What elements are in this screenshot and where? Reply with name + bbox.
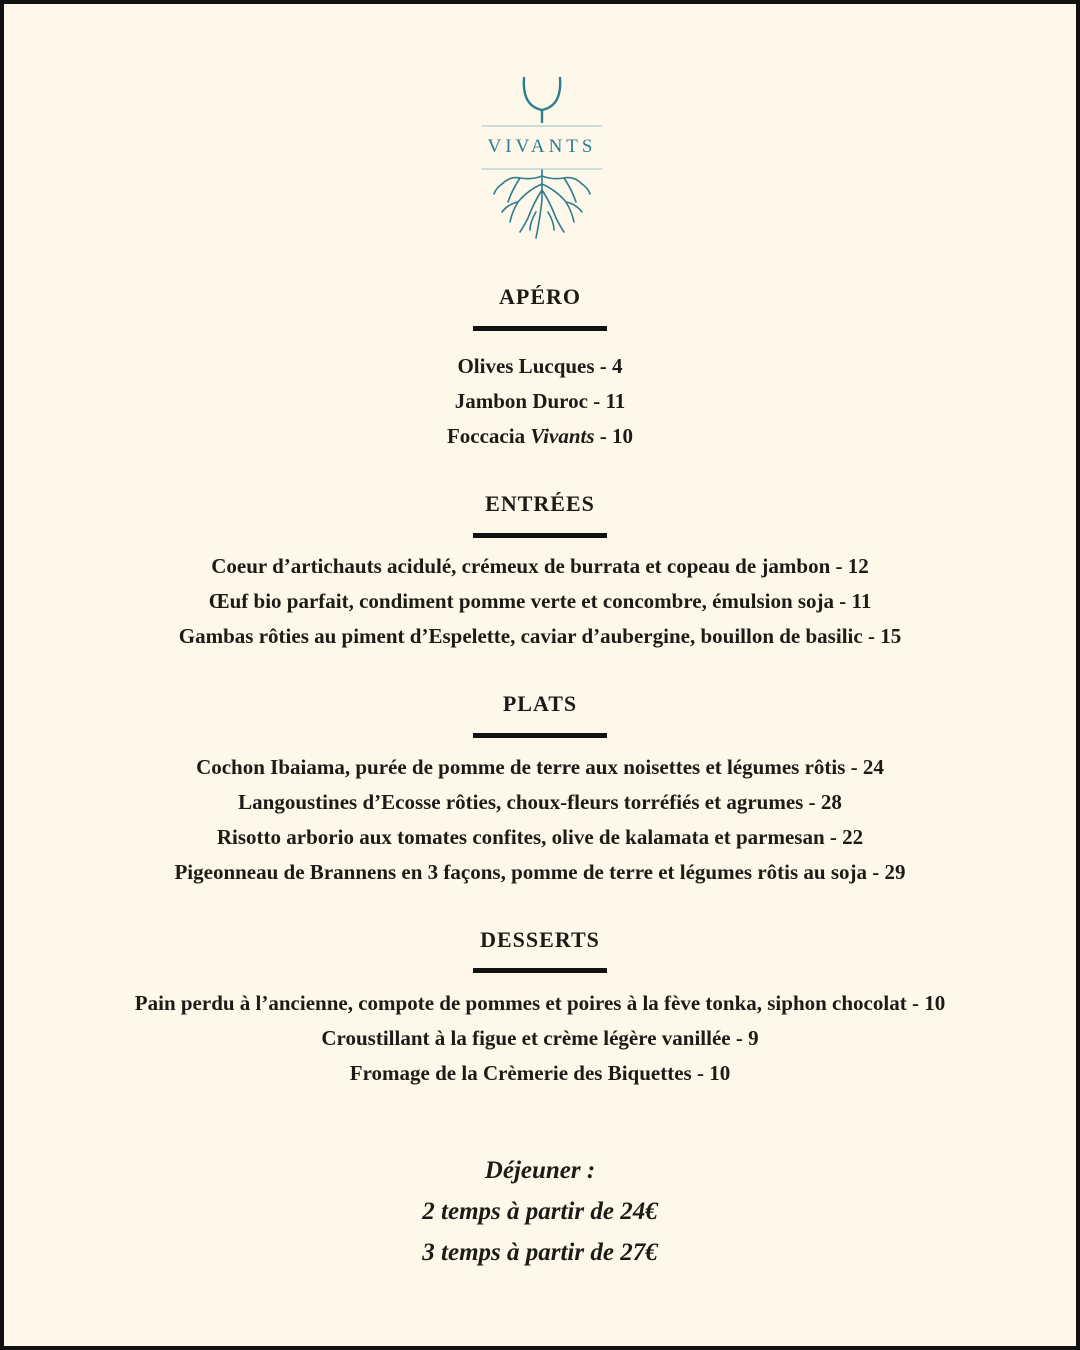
logo-emblem-icon — [480, 72, 604, 244]
lunch-offer — [0, 1150, 1080, 1273]
menu-item: Croustillant à la figue et crème légère vanillée - 9 — [321, 1026, 759, 1050]
menu-item: Pigeonneau de Brannens en 3 façons, pomme de terre et légumes rôtis au soja - 29 — [174, 860, 906, 884]
lunch-title: Déjeuner : — [484, 1157, 596, 1184]
menu-item: Foccacia Vivants - 10 — [446, 424, 634, 448]
section-title-desserts: DESSERTS — [480, 927, 600, 952]
section-divider — [473, 533, 607, 538]
section-title-entrees: ENTRÉES — [485, 491, 595, 516]
section-list-plats — [40, 750, 1040, 890]
vivants-logo — [480, 72, 604, 244]
menu-item: Gambas rôties au piment d’Espelette, caviar d’aubergine, bouillon de basilic - 15 — [178, 624, 902, 648]
menu-item: Cochon Ibaiama, purée de pomme de terre aux noisettes et légumes rôtis - 24 — [196, 755, 884, 779]
menu-item: Pain perdu à l’ancienne, compote de pommes et poires à la fève tonka, siphon chocolat - 10 — [134, 991, 946, 1015]
section-list-entrees — [40, 549, 1040, 654]
menu-item: Fromage de la Crèmerie des Biquettes - 10 — [349, 1061, 731, 1085]
section-title-plats: PLATS — [502, 691, 578, 716]
menu-item: Œuf bio parfait, condiment pomme verte et concombre, émulsion soja - 11 — [208, 589, 872, 613]
lunch-offer-line: 2 temps à partir de 24€ — [422, 1198, 658, 1225]
menu-item: Risotto arborio aux tomates confites, olive de kalamata et parmesan - 22 — [216, 825, 864, 849]
section-divider — [473, 968, 607, 973]
lunch-offer-line: 3 temps à partir de 27€ — [422, 1239, 658, 1266]
logo-wordmark: VIVANTS — [487, 136, 597, 157]
menu-item: Langoustines d’Ecosse rôties, choux-fleurs torréfiés et agrumes - 28 — [238, 790, 842, 814]
section-list-apero — [40, 349, 1040, 454]
menu-item: Coeur d’artichauts acidulé, crémeux de burrata et copeau de jambon - 12 — [211, 554, 869, 578]
section-divider — [473, 326, 607, 331]
menu-item: Jambon Duroc - 11 — [454, 389, 626, 413]
section-title-apero: APÉRO — [499, 284, 581, 309]
menu-item: Olives Lucques - 4 — [457, 354, 623, 378]
section-divider — [473, 733, 607, 738]
section-list-desserts — [40, 986, 1040, 1091]
